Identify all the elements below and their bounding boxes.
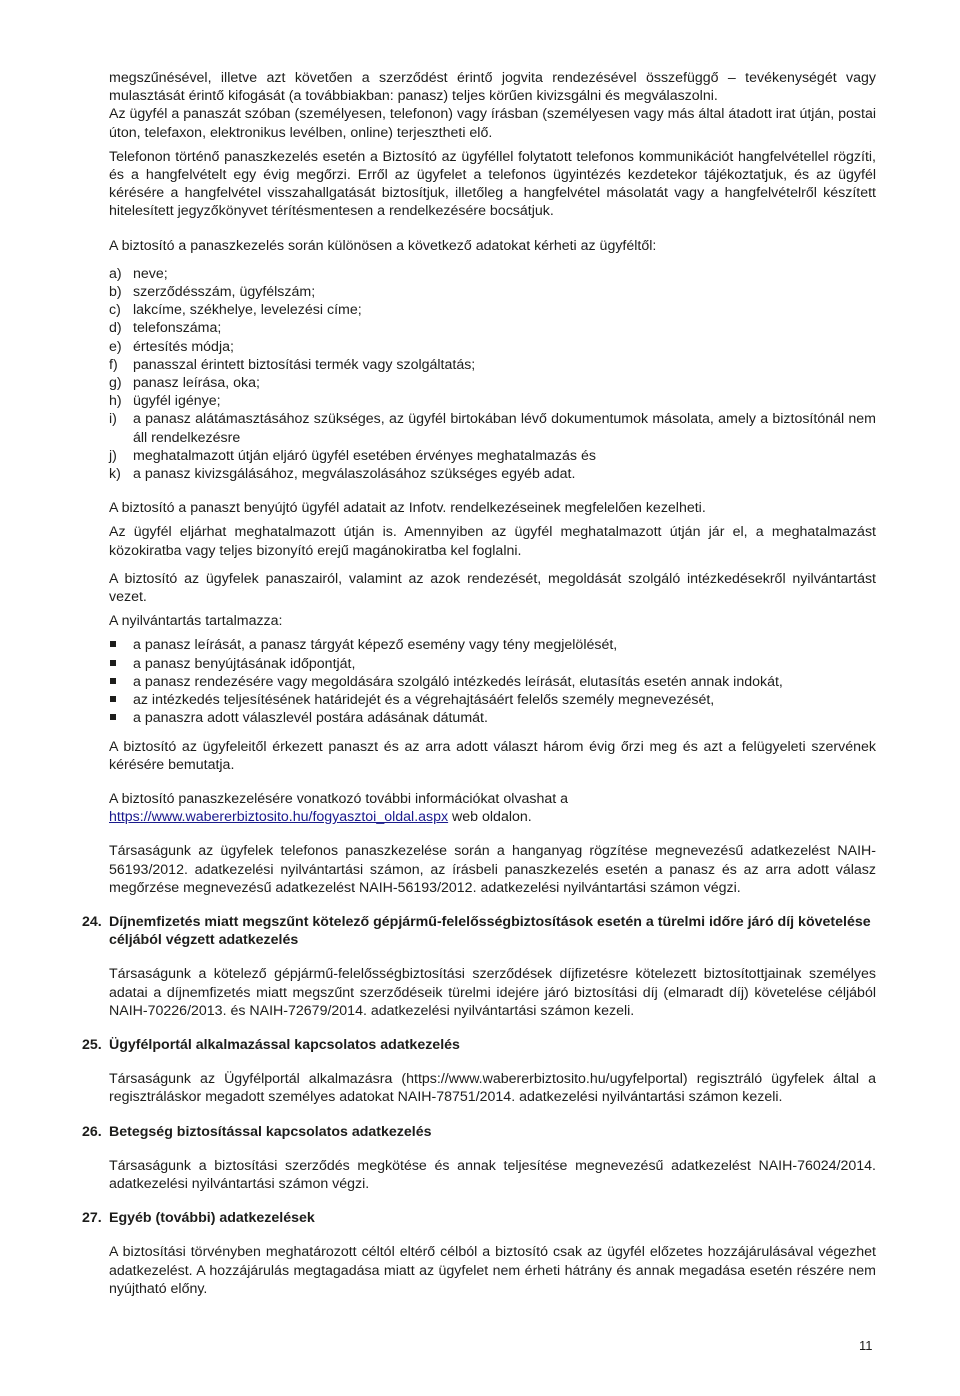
page-number: 11	[859, 1338, 873, 1353]
list-item	[109, 465, 876, 483]
list-item	[109, 301, 876, 319]
list-item-text: meghatalmazott útján eljáró ügyfél esetében érvényes meghatalmazás és	[133, 447, 596, 464]
list-item-text: az intézkedés teljesítésének határidejét és a végrehajtásáért felelős személy megnevezését,	[133, 692, 715, 709]
section-heading	[82, 913, 876, 949]
section-heading	[82, 1036, 876, 1054]
paragraph-infotv: A biztosító a panaszt benyújtó ügyfél adatait az Infotv. rendelkezéseinek megfelelően kezelheti.	[109, 500, 706, 517]
consumer-page-link[interactable]: https://www.wabererbiztosito.hu/fogyasztoi_oldal.aspx	[109, 809, 449, 826]
paragraph-registry-contents-intro: A nyilvántartás tartalmazza:	[109, 613, 283, 630]
section-heading	[82, 1123, 876, 1141]
section-title: Díjnemfizetés miatt megszűnt kötelező gépjármű-felelősségbiztosítások esetén a türelmi időre járó díj követelése céljából végzett adatkezelés	[109, 913, 871, 949]
list-item-label: d)	[109, 320, 122, 337]
list-item-label: b)	[109, 284, 122, 301]
section-number: 25.	[82, 1036, 102, 1053]
list-item-text: szerződésszám, ügyfélszám;	[133, 284, 316, 301]
list-item-text: a panasz kivizsgálásához, megválaszolásához szükséges egyéb adat.	[133, 466, 576, 483]
square-bullet-icon	[110, 660, 116, 666]
list-item	[109, 410, 876, 446]
list-item	[109, 636, 876, 654]
list-item-label: j)	[109, 447, 117, 464]
section-number: 24.	[82, 913, 102, 930]
square-bullet-icon	[110, 678, 116, 684]
list-item	[109, 356, 876, 374]
list-item-text: a panaszra adott válaszlevél postára adásának dátumát.	[133, 710, 488, 727]
section-title: Betegség biztosítással kapcsolatos adatkezelés	[109, 1123, 432, 1140]
section-title: Egyéb (további) adatkezelések	[109, 1210, 315, 1227]
list-item-text: a panasz alátámasztásához szükséges, az ügyfél birtokában lévő dokumentumok másolata, amely a biztosítónál nem áll rendelkezésre	[133, 411, 876, 446]
list-item-label: f)	[109, 356, 118, 373]
list-item-text: lakcíme, székhelye, levelezési címe;	[133, 302, 362, 319]
requested-data-list	[109, 265, 876, 483]
list-item	[109, 709, 876, 727]
registry-contents-list	[109, 636, 876, 727]
more-info-suffix: web oldalon.	[448, 809, 532, 826]
paragraph-retention: A biztosító az ügyfeleitől érkezett panaszt és az arra adott választ három évig őrzi meg és azt a felügyeleti szervének kérésére bemutatja.	[109, 738, 876, 773]
section-number: 26.	[82, 1123, 102, 1140]
list-item	[109, 655, 876, 673]
list-item-label: k)	[109, 466, 121, 483]
square-bullet-icon	[110, 714, 116, 720]
list-item-text: panasszal érintett biztosítási termék vagy szolgáltatás;	[133, 356, 476, 373]
paragraph-phone-complaint-registry: Társaságunk az ügyfelek telefonos panaszkezelése során a hanganyag rögzítése megnevezésű adatkezelést NAIH-56193/2012. adatkezelési nyilvántartási számon, az írásbeli panaszkezelés esetén a panasz és az arra adott válasz megőrzése megnevezésű adatkezelést NAIH-56193/2012. adatkezelési nyilvántartási számon végzi.	[109, 843, 876, 896]
list-item-text: ügyfél igénye;	[133, 393, 221, 410]
section-body: A biztosítási törvényben meghatározott céltól eltérő célból a biztosító csak az ügyfél előzetes hozzájárulásával végezhet adatkezelést. A hozzájárulás megtagadása miatt az ügyfelet nem érheti hátrány és annak megadása esetén részére nem nyújtható előny.	[109, 1244, 876, 1297]
more-info-text: A biztosító panaszkezelésére vonatkozó további információkat olvashat a	[109, 790, 568, 807]
section-body: Társaságunk az Ügyfélportál alkalmazásra (https://www.wabererbiztosito.hu/ugyfelportal) regisztráló ügyfelek által a regisztráláskor megadott személyes adatokat NAIH-78751/2014. adatkezelési nyilvántartási számon kezeli.	[109, 1071, 876, 1106]
section-body: Társaságunk a biztosítási szerződés megkötése és annak teljesítése megnevezésű adatkezelést NAIH-76024/2014. adatkezelési nyilvántartási számon végzi.	[109, 1157, 876, 1192]
list-item-text: értesítés módja;	[133, 338, 234, 355]
list-item-label: g)	[109, 375, 122, 392]
list-item	[109, 265, 876, 283]
paragraph-authorized-representative: Az ügyfél eljárhat meghatalmazott útján is. Amennyiben az ügyfél meghatalmazott útján jár el, a meghatalmazást közokiratba vagy teljes bizonyító erejű magánokiratba kel foglalni.	[109, 524, 876, 559]
list-item	[109, 447, 876, 465]
list-item-label: h)	[109, 393, 122, 410]
list-item-text: a panasz leírását, a panasz tárgyát képező esemény vagy tény megjelölését,	[133, 637, 618, 654]
list-item-text: panasz leírása, oka;	[133, 375, 260, 392]
paragraph-registry-kept: A biztosító az ügyfelek panaszairól, valamint az azok rendezését, megoldását szolgáló intézkedésekről nyilvántartást vezet.	[109, 570, 876, 606]
list-item-text: neve;	[133, 265, 168, 282]
list-item-text: telefonszáma;	[133, 320, 222, 337]
list-item-label: c)	[109, 302, 121, 319]
list-item-label: e)	[109, 338, 122, 355]
paragraph-complaint-channels: Az ügyfél a panaszát szóban (személyesen, telefonon) vagy írásban (személyesen vagy más által átadott irat útján, postai úton, telefaxon, elektronikus levélben, online) terjesztheti elő.	[109, 106, 876, 141]
list-item	[109, 283, 876, 301]
section-number: 27.	[82, 1210, 102, 1227]
list-item	[109, 374, 876, 392]
list-item	[109, 392, 876, 410]
list-item-text: a panasz benyújtásának időpontját,	[133, 655, 356, 672]
paragraph-phone-recording: Telefonon történő panaszkezelés esetén a Biztosító az ügyféllel folytatott telefonos kommunikációt hangfelvétellel rögzíti, és a hangfelvételt egy évig megőrzi. Erről az ügyfelet a telefonos ügyintézés kezdetekor tájékoztatjuk, és az ügyfél kérésére a hangfelvétel visszahallgatását biztosítjuk, illetőleg a hangfelvétel másolatát vagy a hangfelvételről készített hitelesített jegyzőkönyvet térítésmentesen a rendelkezésére bocsátjuk.	[109, 148, 876, 220]
list-item-label: i)	[109, 411, 117, 428]
page-content	[82, 69, 876, 1298]
list-item	[109, 338, 876, 356]
paragraph-data-request-intro: A biztosító a panaszkezelés során különösen a következő adatokat kérheti az ügyféltől:	[109, 237, 657, 254]
section-body: Társaságunk a kötelező gépjármű-felelősségbiztosítási szerződések díjfizetésre kötelezett biztosítottjainak személyes adatai a díjnemfizetés miatt megszűnt szerződéseik türelmi idejére járó biztosítási díj (elmaradt díj) követelése céljából NAIH-70226/2013. és NAIH-72679/2014. adatkezelési nyilvántartási számon kezeli.	[109, 966, 876, 1019]
section-heading	[82, 1209, 876, 1227]
list-item-text: a panasz rendezésére vagy megoldására szolgáló intézkedés leírását, elutasítás esetén annak indokát,	[133, 673, 783, 690]
list-item-label: a)	[109, 265, 122, 282]
square-bullet-icon	[110, 641, 116, 647]
list-item	[109, 691, 876, 709]
list-item	[109, 673, 876, 691]
section-title: Ügyfélportál alkalmazással kapcsolatos adatkezelés	[109, 1036, 460, 1053]
square-bullet-icon	[110, 696, 116, 702]
paragraph-complaint-scope: megszűnésével, illetve azt követően a szerződést érintő jogvita rendezésével összefüggő – tevékenységét vagy mulasztását érintő kifogását (a továbbiakban: panasz) teljes körűen kivizsgálni és megválaszolni.	[109, 70, 876, 105]
paragraph-more-info	[109, 790, 876, 826]
list-item	[109, 319, 876, 337]
